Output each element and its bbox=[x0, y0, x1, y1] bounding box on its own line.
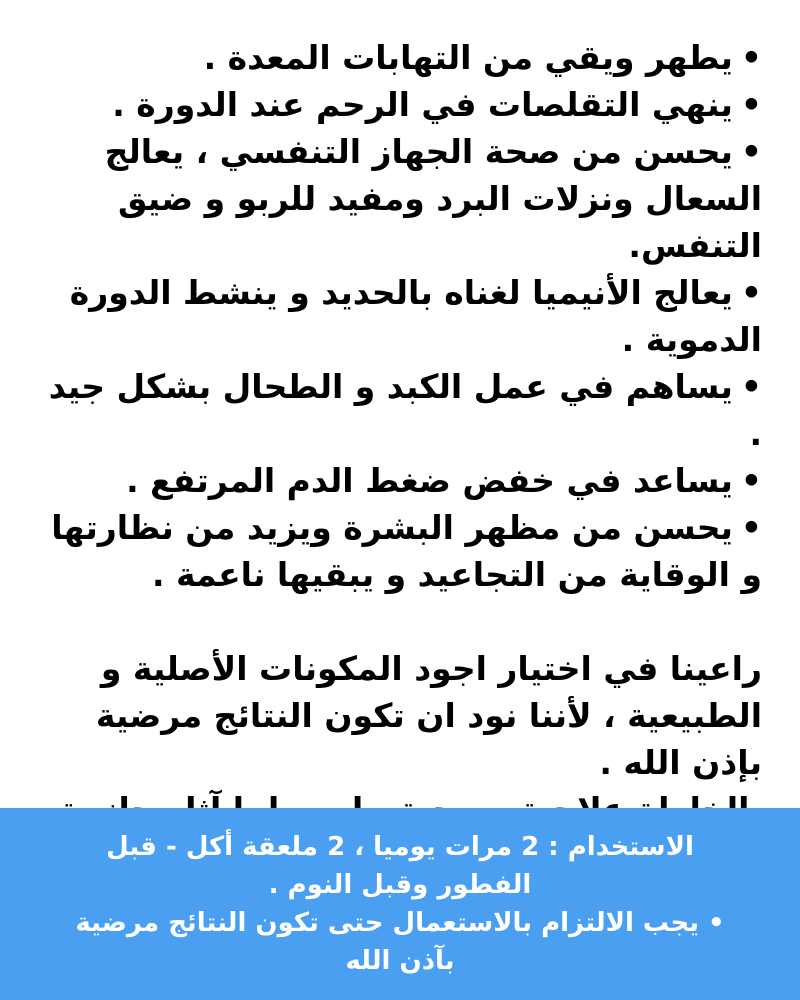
bullet-dot-icon: • bbox=[740, 461, 762, 500]
benefit-text: يساهم في عمل الكبد و الطحال بشكل جيد . bbox=[48, 367, 762, 453]
benefits-list bbox=[40, 34, 762, 598]
bullet-dot-icon: • bbox=[740, 85, 762, 124]
usage-banner bbox=[0, 808, 800, 1000]
benefit-item bbox=[40, 81, 762, 128]
benefit-item bbox=[40, 269, 762, 363]
usage-text-block bbox=[60, 828, 740, 980]
bullet-dot-icon: • bbox=[740, 132, 762, 171]
main-content bbox=[40, 34, 762, 833]
benefit-text: يطهر ويقي من التهابات المعدة . bbox=[203, 38, 733, 77]
benefit-item bbox=[40, 34, 762, 81]
benefit-item bbox=[40, 504, 762, 598]
usage-note: • يجب الالتزام بالاستعمال حتى تكون النتائج مرضية بآذن الله bbox=[75, 908, 725, 976]
benefit-item bbox=[40, 128, 762, 269]
bullet-dot-icon: • bbox=[740, 38, 762, 77]
benefit-item bbox=[40, 457, 762, 504]
benefit-item bbox=[40, 363, 762, 457]
bullet-dot-icon: • bbox=[740, 508, 762, 547]
benefit-text: يحسن من صحة الجهاز التنفسي ، يعالج السعال ونزلات البرد ومفيد للربو و ضيق التنفس. bbox=[104, 132, 762, 265]
benefit-text: يعالج الأنيميا لغناه بالحديد و ينشط الدورة الدموية . bbox=[69, 273, 762, 359]
bullet-dot-icon: • bbox=[740, 273, 762, 312]
benefit-text: ينهي التقلصات في الرحم عند الدورة . bbox=[112, 85, 733, 124]
intro-paragraph: راعينا في اختيار اجود المكونات الأصلية و الطبيعية ، لأننا نود ان تكون النتائج مرضية بإذن الله . bbox=[95, 649, 762, 782]
benefit-text: يحسن من مظهر البشرة ويزيد من نظارتها و الوقاية من التجاعيد و يبقيها ناعمة . bbox=[51, 508, 762, 594]
paragraph-spacer bbox=[40, 598, 762, 645]
usage-instructions: الاستخدام : 2 مرات يوميا ، 2 ملعقة أكل - قبل الفطور وقبل النوم . bbox=[106, 832, 694, 900]
bullet-dot-icon: • bbox=[740, 367, 762, 406]
benefit-text: يساعد في خفض ضغط الدم المرتفع . bbox=[126, 461, 733, 500]
